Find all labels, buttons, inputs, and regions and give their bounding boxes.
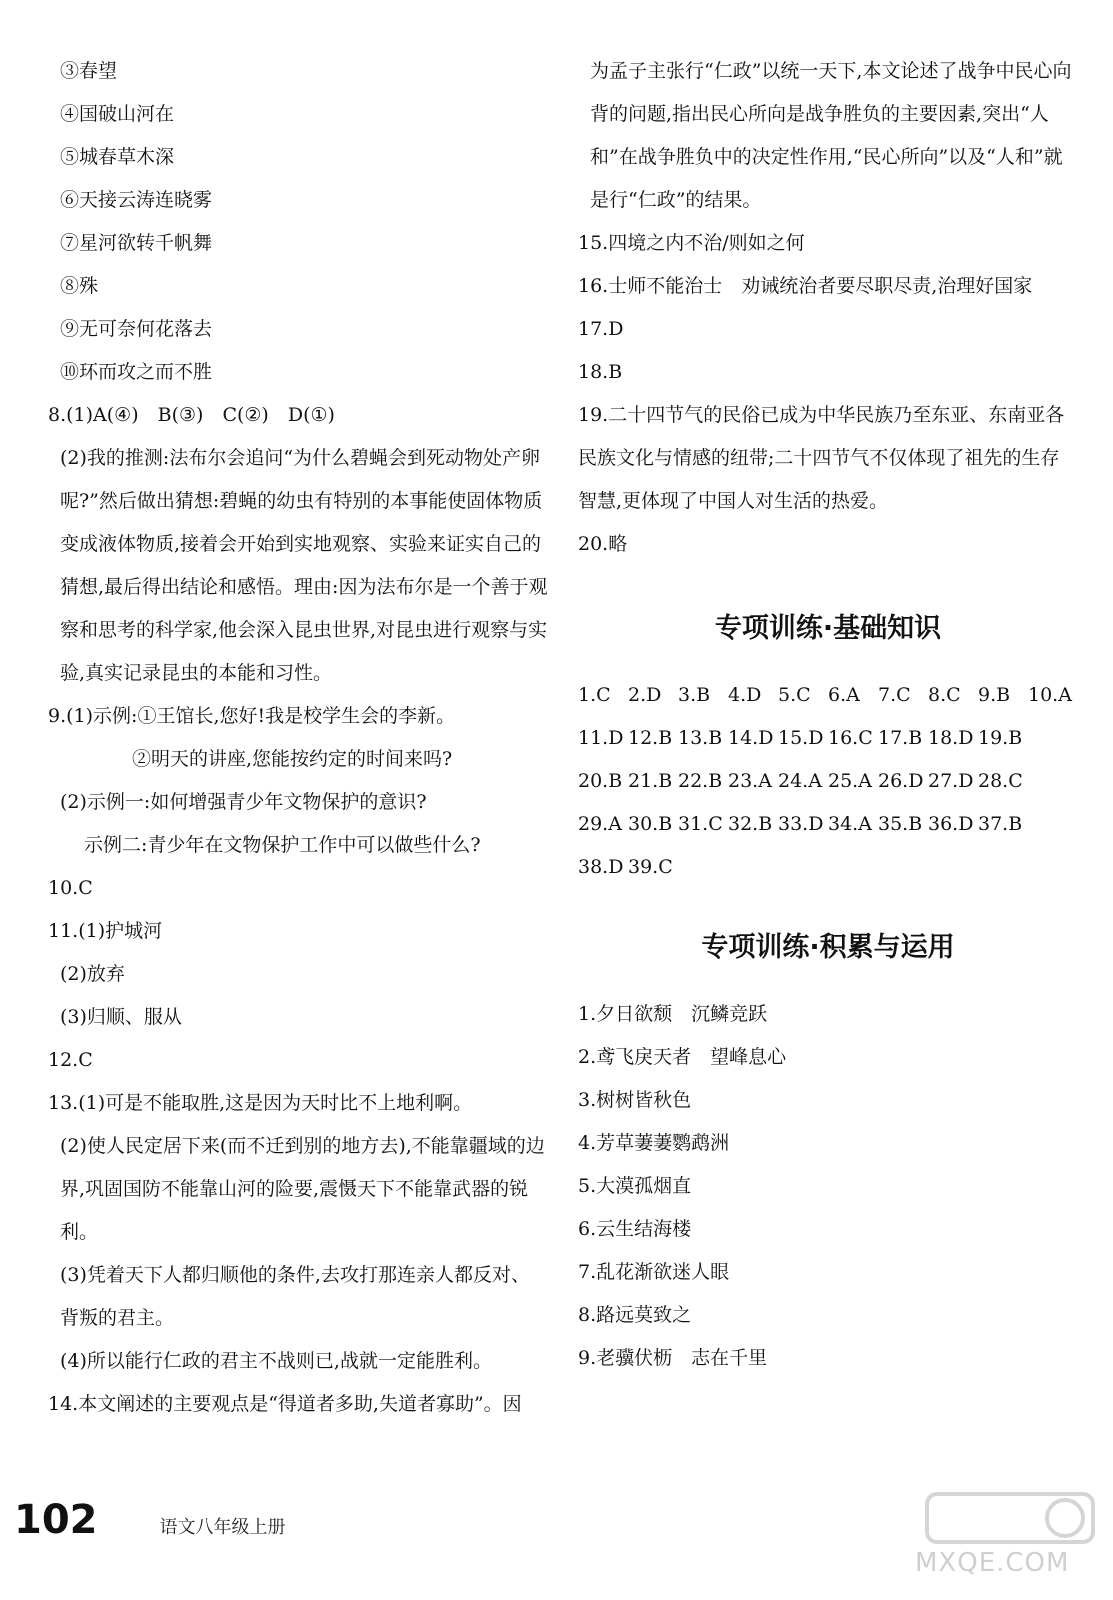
answer-s2-8: 8.路远莫致之 [578, 1304, 692, 1326]
answer-grid-cell: 15.D [778, 727, 824, 749]
answer-q15: 15.四境之内不治/则如之何 [578, 232, 805, 254]
answer-grid-cell: 32.B [728, 813, 773, 835]
answer-grid-cell: 34.A [828, 813, 872, 835]
answer-grid-cell: 10.A [1028, 684, 1072, 706]
watermark-logo [905, 1490, 1105, 1590]
answer-q19: 19.二十四节气的民俗已成为中华民族乃至东亚、东南亚各民族文化与情感的纽带;二十四节气不仅体现了祖先的生存智慧,更体现了中国人对生活的热爱。 [578, 404, 1065, 512]
answer-s2-9: 9.老骥伏枥 志在千里 [578, 1347, 768, 1369]
answer-grid-cell: 24.A [778, 770, 822, 792]
answer-grid-cell: 37.B [978, 813, 1023, 835]
answer-grid-cell: 21.B [628, 770, 673, 792]
answer-line: ⑦星河欲转千帆舞 [60, 232, 213, 254]
answer-q13-4: (4)所以能行仁政的君主不战则已,战就一定能胜利。 [60, 1350, 492, 1372]
answer-grid-cell: 2.D [628, 684, 662, 706]
answer-q8-2: (2)我的推测:法布尔会追问“为什么碧蝇会到死动物处产卵呢?”然后做出猜想:碧蝇的幼虫有特别的本事能使固体物质变成液体物质,接着会开始到实地观察、实验来证实自己的猜想,最后得出结论和感悟。理由:因为法布尔是一个善于观察和思考的科学家,他会深入昆虫世界,对昆虫进行观察与实验,真实记录昆虫的本能和习性。 [60, 447, 548, 684]
answer-grid-cell: 9.B [978, 684, 1011, 706]
answer-q14-start: 14.本文阐述的主要观点是“得道者多助,失道者寡助”。因 [48, 1393, 522, 1415]
answer-grid-cell: 4.D [728, 684, 762, 706]
answer-line: ③春望 [60, 60, 118, 82]
answer-grid-row [578, 803, 1078, 846]
answer-grid-cell: 39.C [628, 856, 673, 878]
watermark-text: MXQE.COM [915, 1548, 1070, 1578]
answer-grid-cell: 28.C [978, 770, 1023, 792]
answer-grid-cell: 19.B [978, 727, 1023, 749]
answer-q9-2a: (2)示例一:如何增强青少年文物保护的意识? [60, 791, 427, 813]
answer-line: ⑨无可奈何花落去 [60, 318, 213, 340]
answer-q14-cont: 为孟子主张行“仁政”以统一天下,本文论述了战争中民心向背的问题,指出民心所向是战争胜负的主要因素,突出“人和”在战争胜负中的决定性作用,“民心所向”以及“人和”就是行“仁政”的结果。 [590, 60, 1072, 211]
answer-grid-cell: 25.A [828, 770, 872, 792]
answer-s2-2: 2.鸢飞戾天者 望峰息心 [578, 1046, 787, 1068]
answer-grid-cell: 22.B [678, 770, 723, 792]
answer-s2-1: 1.夕日欲颓 沉鳞竞跃 [578, 1003, 768, 1025]
answer-grid-cell: 33.D [778, 813, 824, 835]
left-column [48, 50, 548, 1426]
answer-q17: 17.D [578, 318, 624, 340]
answer-grid-cell: 7.C [878, 684, 911, 706]
answer-q11-2: (2)放弃 [60, 963, 125, 985]
answer-q10: 10.C [48, 877, 93, 899]
answer-q8-1: 8.(1)A(④) B(③) C(②) D(①) [48, 404, 335, 426]
answer-q9-2b: 示例二:青少年在文物保护工作中可以做些什么? [84, 834, 481, 856]
answer-grid-cell: 18.D [928, 727, 974, 749]
answer-line: ④国破山河在 [60, 103, 175, 125]
answer-grid-cell: 16.C [828, 727, 873, 749]
answer-q20: 20.略 [578, 533, 628, 555]
answer-grid-cell: 26.D [878, 770, 924, 792]
answer-q9-1a: 9.(1)示例:①王馆长,您好!我是校学生会的李新。 [48, 705, 456, 727]
answer-grid-cell: 17.B [878, 727, 923, 749]
answer-q13-1: 13.(1)可是不能取胜,这是因为天时比不上地利啊。 [48, 1092, 473, 1114]
answer-line: ⑤城春草木深 [60, 146, 175, 168]
right-column [578, 50, 1078, 1380]
answer-grid-cell: 20.B [578, 770, 623, 792]
answer-grid-cell: 6.A [828, 684, 860, 706]
book-title: 语文八年级上册 [159, 1517, 286, 1538]
section-title-accumulation: 专项训练·积累与运用 [701, 932, 955, 963]
answer-q12: 12.C [48, 1049, 93, 1071]
answer-grid-cell: 14.D [728, 727, 774, 749]
answer-grid-row [578, 760, 1078, 803]
answer-s2-5: 5.大漠孤烟直 [578, 1175, 692, 1197]
answer-line: ⑧殊 [60, 275, 99, 297]
watermark-badge-icon [925, 1490, 1095, 1545]
answer-grid-cell: 13.B [678, 727, 723, 749]
answer-grid-row [578, 674, 1078, 717]
answer-grid [578, 674, 1078, 889]
answer-line: ⑥天接云涛连晓雾 [60, 189, 213, 211]
answer-grid-cell: 31.C [678, 813, 723, 835]
answer-q16: 16.士师不能治士 劝诫统治者要尽职尽责,治理好国家 [578, 275, 1033, 297]
answer-grid-cell: 5.C [778, 684, 811, 706]
page-footer [14, 1497, 286, 1543]
answer-grid-row [578, 717, 1078, 760]
answer-q13-2: (2)使人民定居下来(而不迁到别的地方去),不能靠疆域的边界,巩固国防不能靠山河的险要,震慑天下不能靠武器的锐利。 [60, 1135, 545, 1243]
answer-grid-cell: 30.B [628, 813, 673, 835]
answer-s2-4: 4.芳草萋萋鹦鹉洲 [578, 1132, 730, 1154]
answer-grid-cell: 38.D [578, 856, 624, 878]
answer-grid-cell: 8.C [928, 684, 961, 706]
answer-grid-cell: 27.D [928, 770, 974, 792]
answer-s2-7: 7.乱花渐欲迷人眼 [578, 1261, 730, 1283]
answer-grid-cell: 36.D [928, 813, 974, 835]
answer-grid-cell: 1.C [578, 684, 611, 706]
answer-q11-3: (3)归顺、服从 [60, 1006, 182, 1028]
answer-grid-cell: 29.A [578, 813, 622, 835]
answer-grid-cell: 35.B [878, 813, 923, 835]
answer-q11-1: 11.(1)护城河 [48, 920, 163, 942]
page-number: 102 [14, 1497, 98, 1543]
answer-grid-cell: 23.A [728, 770, 772, 792]
answer-q9-1b: ②明天的讲座,您能按约定的时间来吗? [132, 748, 453, 770]
answer-q13-3: (3)凭着天下人都归顺他的条件,去攻打那连亲人都反对、背叛的君主。 [60, 1264, 530, 1329]
answer-s2-3: 3.树树皆秋色 [578, 1089, 692, 1111]
answer-line: ⑩环而攻之而不胜 [60, 361, 213, 383]
answer-q18: 18.B [578, 361, 623, 383]
answer-grid-cell: 12.B [628, 727, 673, 749]
answer-grid-row [578, 846, 1078, 889]
answer-grid-cell: 3.B [678, 684, 711, 706]
section-title-basic-knowledge: 专项训练·基础知识 [714, 613, 942, 644]
answer-grid-cell: 11.D [578, 727, 624, 749]
answer-s2-6: 6.云生结海楼 [578, 1218, 692, 1240]
